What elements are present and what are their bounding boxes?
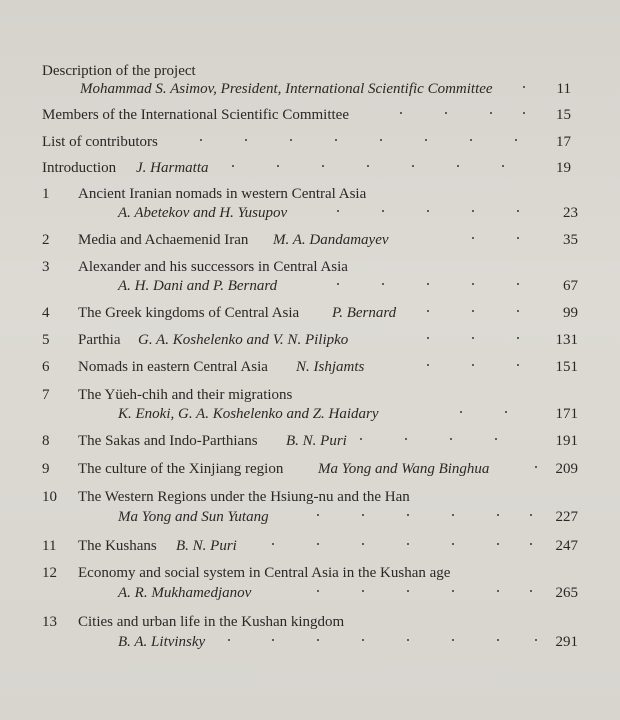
chapter-number: 11 bbox=[42, 538, 57, 554]
chapter-number: 12 bbox=[42, 565, 57, 581]
chapter-author: A. Abetekov and H. Yusupov bbox=[118, 205, 288, 221]
chapter-number: 3 bbox=[42, 259, 50, 275]
page-number: 19 bbox=[556, 160, 571, 176]
page-number: 17 bbox=[556, 134, 571, 150]
page-number: 227 bbox=[555, 509, 578, 525]
chapter-number: 6 bbox=[42, 359, 50, 375]
entry-title: Description of the project bbox=[42, 63, 196, 79]
dot-leader bbox=[0, 506, 620, 528]
chapter-title: Parthia bbox=[78, 332, 121, 348]
dot-leader bbox=[0, 202, 620, 224]
entry-title: Introduction bbox=[42, 160, 117, 176]
chapter-author: Ma Yong and Sun Yutang bbox=[118, 509, 269, 525]
page-number: 247 bbox=[555, 538, 578, 554]
page-number: 131 bbox=[555, 332, 578, 348]
dot-leader bbox=[0, 157, 620, 179]
chapter-title: The Sakas and Indo-Parthians bbox=[78, 433, 258, 449]
page-number: 23 bbox=[563, 205, 578, 221]
chapter-author: N. Ishjamts bbox=[296, 359, 365, 375]
chapter-title: The Kushans bbox=[78, 538, 157, 554]
dot-leader bbox=[0, 458, 620, 480]
page-number: 209 bbox=[555, 461, 578, 477]
chapter-number: 9 bbox=[42, 461, 50, 477]
dot-leader bbox=[0, 631, 620, 653]
chapter-number: 10 bbox=[42, 489, 57, 505]
chapter-number: 1 bbox=[42, 186, 50, 202]
dot-leader bbox=[0, 329, 620, 351]
dot-leader bbox=[0, 275, 620, 297]
entry-title: List of contributors bbox=[42, 134, 158, 150]
chapter-title: Ancient Iranian nomads in western Central Asia bbox=[78, 186, 367, 202]
dot-leader bbox=[0, 104, 620, 126]
page-number: 11 bbox=[556, 81, 571, 97]
chapter-title: Cities and urban life in the Kushan kingdom bbox=[78, 614, 345, 630]
dot-leader bbox=[0, 229, 620, 251]
page-number: 265 bbox=[555, 585, 578, 601]
chapter-author: B. N. Puri bbox=[286, 433, 347, 449]
chapter-number: 4 bbox=[42, 305, 50, 321]
dot-leader bbox=[0, 403, 620, 425]
chapter-author: B. N. Puri bbox=[176, 538, 237, 554]
chapter-author: A. H. Dani and P. Bernard bbox=[118, 278, 278, 294]
chapter-author: G. A. Koshelenko and V. N. Pilipko bbox=[138, 332, 349, 348]
chapter-author: P. Bernard bbox=[332, 305, 397, 321]
chapter-title: The Yüeh-chih and their migrations bbox=[78, 387, 293, 403]
page-number: 151 bbox=[555, 359, 578, 375]
dot-leader bbox=[0, 356, 620, 378]
page-number: 291 bbox=[555, 634, 578, 650]
chapter-title: The Western Regions under the Hsiung-nu and the Han bbox=[78, 489, 410, 505]
chapter-author: A. R. Mukhamedjanov bbox=[118, 585, 252, 601]
page-number: 191 bbox=[555, 433, 578, 449]
page-number: 99 bbox=[563, 305, 578, 321]
entry-author: Mohammad S. Asimov, President, International Scientific Committee bbox=[80, 81, 493, 97]
chapter-author: M. A. Dandamayev bbox=[273, 232, 389, 248]
dot-leader bbox=[0, 535, 620, 557]
page-number: 171 bbox=[555, 406, 578, 422]
chapter-number: 7 bbox=[42, 387, 50, 403]
chapter-title: Media and Achaemenid Iran bbox=[78, 232, 249, 248]
page-number: 67 bbox=[563, 278, 578, 294]
chapter-author: B. A. Litvinsky bbox=[118, 634, 206, 650]
chapter-title: Nomads in eastern Central Asia bbox=[78, 359, 268, 375]
entry-title: Members of the International Scientific Committee bbox=[42, 107, 349, 123]
dot-leader bbox=[0, 430, 620, 452]
dot-leader bbox=[0, 582, 620, 604]
chapter-number: 2 bbox=[42, 232, 50, 248]
entry-author: J. Harmatta bbox=[136, 160, 209, 176]
chapter-number: 5 bbox=[42, 332, 50, 348]
dot-leader bbox=[0, 78, 620, 100]
page-number: 35 bbox=[563, 232, 578, 248]
chapter-number: 8 bbox=[42, 433, 50, 449]
chapter-title: The culture of the Xinjiang region bbox=[78, 461, 284, 477]
page-number: 15 bbox=[556, 107, 571, 123]
dot-leader bbox=[0, 302, 620, 324]
chapter-title: Economy and social system in Central Asia in the Kushan age bbox=[78, 565, 451, 581]
chapter-title: The Greek kingdoms of Central Asia bbox=[78, 305, 300, 321]
chapter-title: Alexander and his successors in Central Asia bbox=[78, 259, 348, 275]
dot-leader bbox=[0, 131, 620, 153]
chapter-author: Ma Yong and Wang Binghua bbox=[318, 461, 490, 477]
chapter-author: K. Enoki, G. A. Koshelenko and Z. Haidary bbox=[118, 406, 379, 422]
chapter-number: 13 bbox=[42, 614, 57, 630]
